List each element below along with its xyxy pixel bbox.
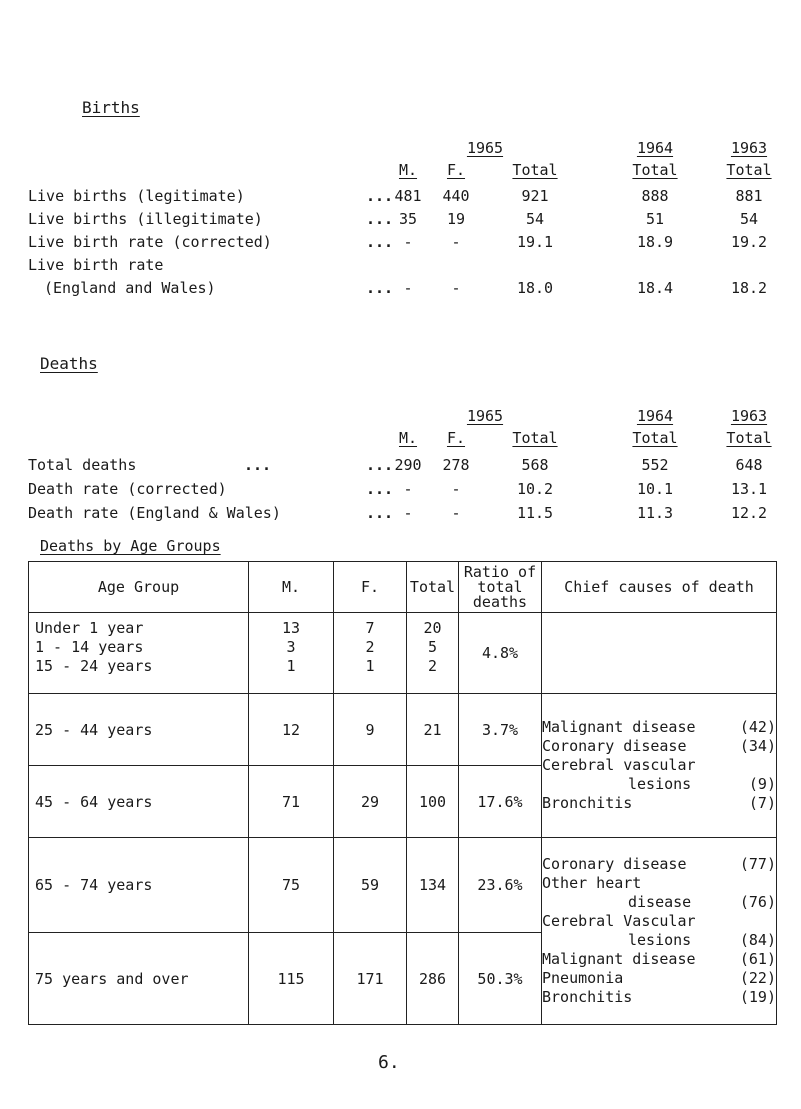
cause-count: (9) (748, 775, 776, 793)
age-label: Under 1 year (35, 619, 144, 637)
cause-text: Coronary disease (542, 737, 687, 755)
cause-item (542, 756, 776, 775)
row-f: 19 (446, 210, 466, 228)
table-row (29, 613, 777, 694)
row-f: 440 (442, 187, 470, 205)
ratio-cell: 50.3% (459, 933, 542, 1025)
cause-text: lesions (628, 931, 692, 949)
row-m: 481 (394, 187, 422, 205)
ratio-cell: 3.7% (459, 694, 542, 766)
row-total: 568 (521, 456, 549, 474)
births-col-m: M. (398, 161, 418, 179)
row-mid-dots: ... (244, 456, 272, 474)
row-total-1963: 54 (739, 210, 759, 228)
births-col-total-1963: Total (726, 161, 772, 179)
f-cell: 59 (334, 838, 407, 933)
row-label: Live birth rate (28, 256, 164, 274)
row-total-1964: 552 (641, 456, 669, 474)
cause-item (542, 775, 776, 794)
row-total-1964: 11.3 (636, 504, 674, 522)
row-f: - (451, 480, 461, 498)
row-total-1964: 18.4 (636, 279, 674, 297)
table-header-row (29, 562, 777, 613)
f-value: 1 (365, 657, 375, 675)
row-label: Death rate (corrected) (28, 480, 227, 498)
deaths-col-m: M. (398, 429, 418, 447)
row-total-1963: 881 (735, 187, 763, 205)
row-total: 921 (521, 187, 549, 205)
cause-item (542, 718, 776, 737)
births-year-1965: 1965 (466, 139, 504, 157)
row-dots: ... (366, 187, 394, 205)
col-causes: Chief causes of death (542, 562, 777, 613)
total-cell: 134 (407, 838, 459, 933)
m-value: 1 (286, 657, 296, 675)
f-cell: 9 (334, 694, 407, 766)
page-number: 6. (378, 1052, 400, 1073)
row-m: - (403, 233, 413, 251)
row-f: - (451, 279, 461, 297)
age-cell: 75 years and over (29, 933, 249, 1025)
row-dots: ... (366, 456, 394, 474)
total-cell (407, 613, 459, 694)
row-total-1963: 18.2 (730, 279, 768, 297)
births-col-total-1964: Total (632, 161, 678, 179)
cause-item (542, 950, 776, 969)
row-label-cont: (England and Wales) (44, 279, 216, 297)
ratio-cell: 4.8% (459, 613, 542, 694)
row-dots: ... (366, 210, 394, 228)
cause-item (542, 969, 776, 988)
deaths-year-1963: 1963 (730, 407, 768, 425)
age-groups-heading: Deaths by Age Groups (40, 537, 221, 555)
deaths-year-1964: 1964 (636, 407, 674, 425)
cause-count: (61) (739, 950, 776, 968)
total-cell: 100 (407, 766, 459, 838)
deaths-col-total: Total (512, 429, 558, 447)
cause-count: (77) (739, 855, 776, 873)
row-dots: ... (366, 233, 394, 251)
cause-text: disease (628, 893, 692, 911)
cause-item (542, 893, 776, 912)
cause-text: Cerebral Vascular (542, 912, 696, 930)
row-f: - (451, 233, 461, 251)
row-label: Live births (legitimate) (28, 187, 245, 205)
births-heading: Births (82, 98, 140, 117)
cause-item (542, 988, 776, 1007)
births-year-1963: 1963 (730, 139, 768, 157)
cause-text: Malignant disease (542, 950, 696, 968)
row-total-1963: 13.1 (730, 480, 768, 498)
row-m: 35 (398, 210, 418, 228)
f-cell: 29 (334, 766, 407, 838)
row-m: - (403, 504, 413, 522)
cause-count: (7) (748, 794, 776, 812)
row-total-1964: 18.9 (636, 233, 674, 251)
causes-cell (542, 694, 777, 838)
cause-count: (19) (739, 988, 776, 1006)
ratio-cell: 23.6% (459, 838, 542, 933)
row-total-1964: 51 (645, 210, 665, 228)
m-cell: 115 (249, 933, 334, 1025)
row-total-1963: 19.2 (730, 233, 768, 251)
table-row (29, 694, 777, 766)
deaths-year-1965: 1965 (466, 407, 504, 425)
f-cell (334, 613, 407, 694)
col-ratio (459, 562, 542, 613)
cause-text: Bronchitis (542, 988, 633, 1006)
ratio-line-2: total (477, 577, 523, 596)
row-f: 278 (442, 456, 470, 474)
deaths-col-f: F. (446, 429, 466, 447)
births-col-total: Total (512, 161, 558, 179)
age-cell: 65 - 74 years (29, 838, 249, 933)
age-cell: 45 - 64 years (29, 766, 249, 838)
deaths-heading: Deaths (40, 354, 98, 373)
row-m: - (403, 480, 413, 498)
cause-text: Coronary disease (542, 855, 687, 873)
row-total: 54 (525, 210, 545, 228)
age-cell: 25 - 44 years (29, 694, 249, 766)
age-label: 15 - 24 years (35, 657, 153, 675)
col-f: F. (334, 562, 407, 613)
cause-item (542, 912, 776, 931)
row-total-1964: 10.1 (636, 480, 674, 498)
cause-item (542, 794, 776, 813)
f-value: 2 (365, 638, 375, 656)
cause-count: (42) (739, 718, 776, 736)
cause-text: Other heart (542, 874, 642, 892)
col-total: Total (407, 562, 459, 613)
cause-item (542, 855, 776, 874)
total-cell: 21 (407, 694, 459, 766)
total-cell: 286 (407, 933, 459, 1025)
cause-count: (22) (739, 969, 776, 987)
age-cell (29, 613, 249, 694)
cause-text: Bronchitis (542, 794, 633, 812)
row-label: Live birth rate (corrected) (28, 233, 272, 251)
cause-item (542, 931, 776, 950)
ratio-line-1: Ratio of (463, 562, 537, 581)
cause-text: Cerebral vascular (542, 756, 696, 774)
causes-cell (542, 838, 777, 1025)
table-row (29, 838, 777, 933)
row-total-1964: 888 (641, 187, 669, 205)
row-total-1963: 12.2 (730, 504, 768, 522)
m-value: 13 (281, 619, 301, 637)
row-total: 10.2 (516, 480, 554, 498)
row-dots: ... (366, 279, 394, 297)
col-m: M. (249, 562, 334, 613)
row-dots: ... (366, 504, 394, 522)
row-label: Death rate (England & Wales) (28, 504, 281, 522)
row-total: 11.5 (516, 504, 554, 522)
row-m: 290 (394, 456, 422, 474)
row-m: - (403, 279, 413, 297)
m-cell: 71 (249, 766, 334, 838)
total-value: 20 (423, 619, 442, 637)
m-value: 3 (286, 638, 296, 656)
deaths-col-total-1963: Total (726, 429, 772, 447)
total-value: 5 (427, 638, 438, 656)
row-f: - (451, 504, 461, 522)
row-label: Live births (illegitimate) (28, 210, 263, 228)
m-cell (249, 613, 334, 694)
m-cell: 12 (249, 694, 334, 766)
f-cell: 171 (334, 933, 407, 1025)
age-groups-table (28, 561, 777, 1025)
causes-cell (542, 613, 777, 694)
ratio-cell: 17.6% (459, 766, 542, 838)
row-label: Total deaths (28, 456, 137, 474)
births-col-f: F. (446, 161, 466, 179)
cause-item (542, 737, 776, 756)
col-age-group: Age Group (29, 562, 249, 613)
total-value: 2 (427, 657, 438, 675)
cause-count: (84) (739, 931, 776, 949)
births-year-1964: 1964 (636, 139, 674, 157)
row-total: 18.0 (516, 279, 554, 297)
row-total-1963: 648 (735, 456, 763, 474)
row-total: 19.1 (516, 233, 554, 251)
age-label: 1 - 14 years (35, 638, 144, 656)
cause-text: Malignant disease (542, 718, 696, 736)
cause-text: lesions (628, 775, 692, 793)
ratio-line-3: deaths (472, 592, 528, 611)
f-value: 7 (365, 619, 375, 637)
m-cell: 75 (249, 838, 334, 933)
deaths-col-total-1964: Total (632, 429, 678, 447)
cause-text: Pneumonia (542, 969, 624, 987)
cause-count: (34) (739, 737, 776, 755)
cause-item (542, 874, 776, 893)
row-dots: ... (366, 480, 394, 498)
cause-count: (76) (739, 893, 776, 911)
